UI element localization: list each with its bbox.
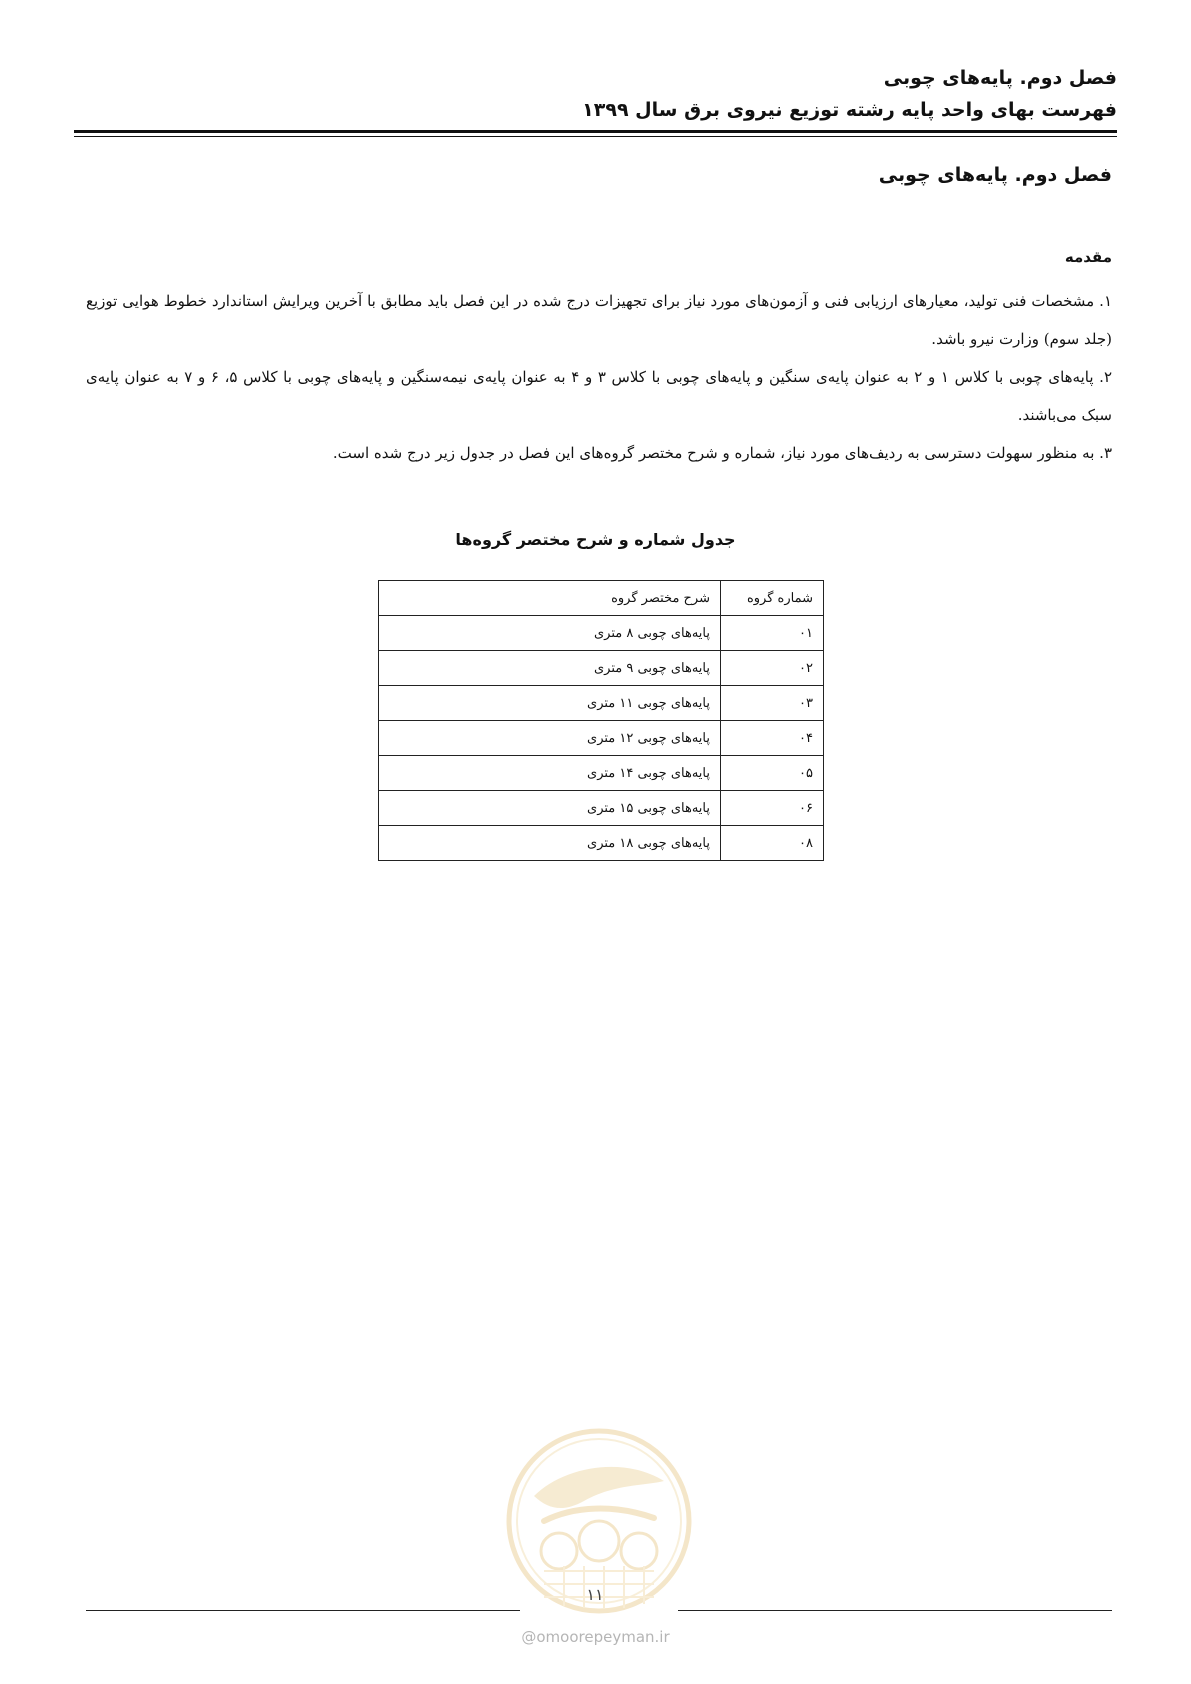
table-header-row (379, 581, 824, 616)
group-number-cell: ۰۲ (721, 651, 824, 686)
header-document-title: فهرست بهای واحد پایه رشته توزیع نیروی برق سال ۱۳۹۹ (582, 99, 1117, 121)
group-description-cell: پایه‌های چوبی ۱۴ متری (379, 756, 721, 791)
footer-rule-left (86, 1610, 520, 1611)
table-row (379, 616, 824, 651)
intro-paragraph-3: ۳. به منظور سهولت دسترسی به ردیف‌های مورد نیاز، شماره و شرح مختصر گروه‌های این فصل در جدول زیر درج شده است. (332, 444, 1112, 462)
chapter-title: فصل دوم. پایه‌های چوبی (878, 164, 1112, 186)
header-rule-thin (74, 136, 1117, 137)
page-header (74, 62, 1117, 126)
site-watermark-text: @omoorepeyman.ir (521, 1628, 670, 1646)
group-number-cell: ۰۶ (721, 791, 824, 826)
group-description-cell: پایه‌های چوبی ۱۵ متری (379, 791, 721, 826)
intro-body (86, 282, 1112, 472)
group-number-cell: ۰۳ (721, 686, 824, 721)
header-description: شرح مختصر گروه (379, 581, 721, 616)
group-description-cell: پایه‌های چوبی ۱۲ متری (379, 721, 721, 756)
footer-rule-right (678, 1610, 1112, 1611)
table-row (379, 686, 824, 721)
group-description-cell: پایه‌های چوبی ۸ متری (379, 616, 721, 651)
table-caption: جدول شماره و شرح مختصر گروه‌ها (455, 530, 736, 549)
group-description-cell: پایه‌های چوبی ۱۸ متری (379, 826, 721, 861)
header-group-number: شماره گروه (721, 581, 824, 616)
table-row (379, 651, 824, 686)
header-rule-thick (74, 130, 1117, 133)
group-number-cell: ۰۸ (721, 826, 824, 861)
header-chapter: فصل دوم. پایه‌های چوبی (883, 67, 1117, 89)
intro-paragraph-2: ۲. پایه‌های چوبی با کلاس ۱ و ۲ به عنوان پایه‌ی سنگین و پایه‌های چوبی با کلاس ۳ و ۴ به عنوان پایه‌ی نیمه‌سنگین و پایه‌های چوبی با کلاس ۵، ۶ و ۷ به عنوان پایه‌ی سبک می‌باشند. (86, 368, 1112, 424)
group-number-cell: ۰۵ (721, 756, 824, 791)
group-description-cell: پایه‌های چوبی ۹ متری (379, 651, 721, 686)
table-row (379, 721, 824, 756)
intro-paragraph-1: ۱. مشخصات فنی تولید، معیارهای ارزیابی فنی و آزمون‌های مورد نیاز برای تجهیزات درج شده در این فصل باید مطابق با آخرین ویرایش استاندارد خطوط هوایی توزیع (جلد سوم) وزارت نیرو باشد. (86, 292, 1112, 348)
group-description-cell: پایه‌های چوبی ۱۱ متری (379, 686, 721, 721)
group-number-cell: ۰۱ (721, 616, 824, 651)
table-row (379, 791, 824, 826)
intro-heading: مقدمه (1064, 248, 1112, 266)
groups-table (378, 580, 824, 861)
page-number: ۱۱ (586, 1585, 604, 1604)
table-row (379, 826, 824, 861)
table-row (379, 756, 824, 791)
group-number-cell: ۰۴ (721, 721, 824, 756)
